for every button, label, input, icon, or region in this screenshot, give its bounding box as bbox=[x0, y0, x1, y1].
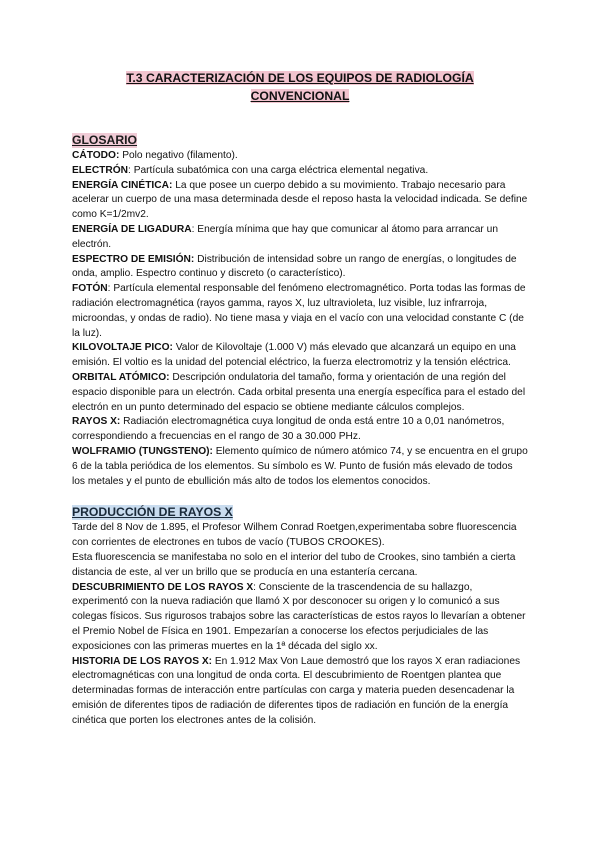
glosario-entry-kinetic-energy bbox=[72, 179, 528, 223]
entry-text: : Partícula subatómica con una carga eléctrica elemental negativa. bbox=[128, 164, 429, 176]
title-line-2: CONVENCIONAL bbox=[250, 88, 350, 103]
entry-term: WOLFRAMIO (TUNGSTENO): bbox=[72, 445, 213, 457]
entry-term: ENERGÍA DE LIGADURA bbox=[72, 223, 192, 235]
entry-term: KILOVOLTAJE PICO: bbox=[72, 342, 173, 354]
entry-text: : Energía mínima que hay que comunicar al átomo para arrancar un electrón. bbox=[72, 223, 498, 250]
produccion-intro-1: Tarde del 8 Nov de 1.895, el Profesor Wilhem Conrad Roetgen,experimentaba sobre fluorescencia con corrientes de electrones en tubos de vacío (TUBOS CROOKES). bbox=[72, 522, 517, 549]
produccion-intro-2: Esta fluorescencia se manifestaba no solo en el interior del tubo de Crookes, sino también a cierta distancia de este, al ver un brillo que se producía en una estantería cercana. bbox=[72, 551, 516, 578]
produccion-section bbox=[72, 503, 528, 728]
entry-text: Polo negativo (filamento). bbox=[119, 150, 238, 161]
entry-term: RAYOS X: bbox=[72, 416, 121, 428]
glosario-entry-emission-spectrum bbox=[72, 253, 528, 283]
entry-text: La que posee un cuerpo debido a su movimiento. Trabajo necesario para acelerar un cuerpo de una masa determinada desde el reposo hasta la velocidad indicada. Se define como K=1/2mv2. bbox=[72, 179, 528, 221]
entry-term: ESPECTRO DE EMISIÓN: bbox=[72, 253, 195, 265]
entry-term: ELECTRÓN bbox=[72, 164, 129, 176]
entry-text: En 1.912 Max Von Laue demostró que los rayos X eran radiaciones electromagnéticas con una longitud de onda corta. El descubrimiento de Roentgen plantea que determinadas formas de interacción entre partículas con carga y materia pueden desencadenar la emisión de diferentes tipos de radiación de diferentes tipos de radiación en función de la energía cinética que porten los electrones antes de la colisión. bbox=[72, 655, 521, 726]
entry-text: : Partícula elemental responsable del fenómeno electromagnético. Porta todas las formas de radiación electromagnética (rayos gamma, rayos X, luz ultravioleta, luz visible, luz infrarroja, microondas, y ondas de radio). No tiene masa y viaja en el vacío con una velocidad constante C (de la luz). bbox=[72, 283, 526, 339]
document-title bbox=[72, 70, 528, 105]
entry-text: Radiación electromagnética cuya longitud de onda está entre 10 a 0,01 nanómetros, correspondiendo a frecuencias en el rango de 30 a 30.000 PHz. bbox=[72, 416, 505, 443]
glosario-entry-binding-energy bbox=[72, 223, 528, 253]
glosario-heading: GLOSARIO bbox=[72, 133, 138, 147]
entry-term: ENERGÍA CINÉTICA: bbox=[72, 179, 173, 191]
entry-term: HISTORIA DE LOS RAYOS X: bbox=[72, 655, 213, 667]
glosario-section bbox=[72, 131, 528, 489]
glosario-entry-peak-kilovoltage bbox=[72, 341, 528, 371]
title-line-1: T.3 CARACTERIZACIÓN DE LOS EQUIPOS DE RADIOLOGÍA bbox=[126, 71, 474, 85]
entry-text: Elemento químico de número atómico 74, y se encuentra en el grupo 6 de la tabla periódica de los elementos. Su símbolo es W. Punto de fusión más elevado de todos los metales y el punto de ebullición más alto de todos los elementos conocidos. bbox=[72, 445, 528, 487]
glosario-entry-electron bbox=[72, 164, 528, 179]
glosario-entry-tungsten bbox=[72, 445, 528, 489]
entry-term: FOTÓN bbox=[72, 283, 108, 295]
entry-term: ORBITAL ATÓMICO: bbox=[72, 371, 170, 383]
produccion-entry-history bbox=[72, 655, 528, 729]
glosario-entry-photon bbox=[72, 282, 528, 341]
entry-term: CÁTODO: bbox=[72, 150, 120, 161]
produccion-entry-discovery bbox=[72, 581, 528, 655]
entry-text: Distribución de intensidad sobre un rango de energías, o longitudes de onda, amplio. Espectro continuo y discreto (o característico). bbox=[72, 253, 517, 280]
entry-text: Descripción ondulatoria del tamaño, forma y orientación de una región del espacio disponible para un electrón. Cada orbital presenta una energía específica para el estado del electrón en un punto determinado del espacio se obtiene mediante cálculos complejos. bbox=[72, 371, 526, 413]
glosario-entry-atomic-orbital bbox=[72, 371, 528, 415]
entry-text: Valor de Kilovoltaje (1.000 V) más elevado que alcanzará un equipo en una emisión. El voltio es la unidad del potencial eléctrico, la fuerza electromotriz y la tensión eléctrica. bbox=[72, 342, 516, 369]
entry-term: DESCUBRIMIENTO DE LOS RAYOS X bbox=[72, 581, 254, 593]
section-gap bbox=[72, 489, 528, 503]
entry-text: : Consciente de la trascendencia de su hallazgo, experimentó con la nueva radiación que llamó X por desconocer su origen y lo comunicó a sus colegas físicos. Sus rigurosos trabajos sobre las características de estos rayos lo llevarían a obtener el Premio Nobel de Física en 1901. Empezarían a conocerse los efectos perjudiciales de las exposiciones con las primeras muertes en la 1ª década del siglo xx. bbox=[72, 581, 526, 652]
glosario-entry-cathode bbox=[72, 149, 528, 164]
produccion-heading: PRODUCCIÓN DE RAYOS X bbox=[72, 505, 233, 520]
glosario-entry-x-rays bbox=[72, 415, 528, 445]
